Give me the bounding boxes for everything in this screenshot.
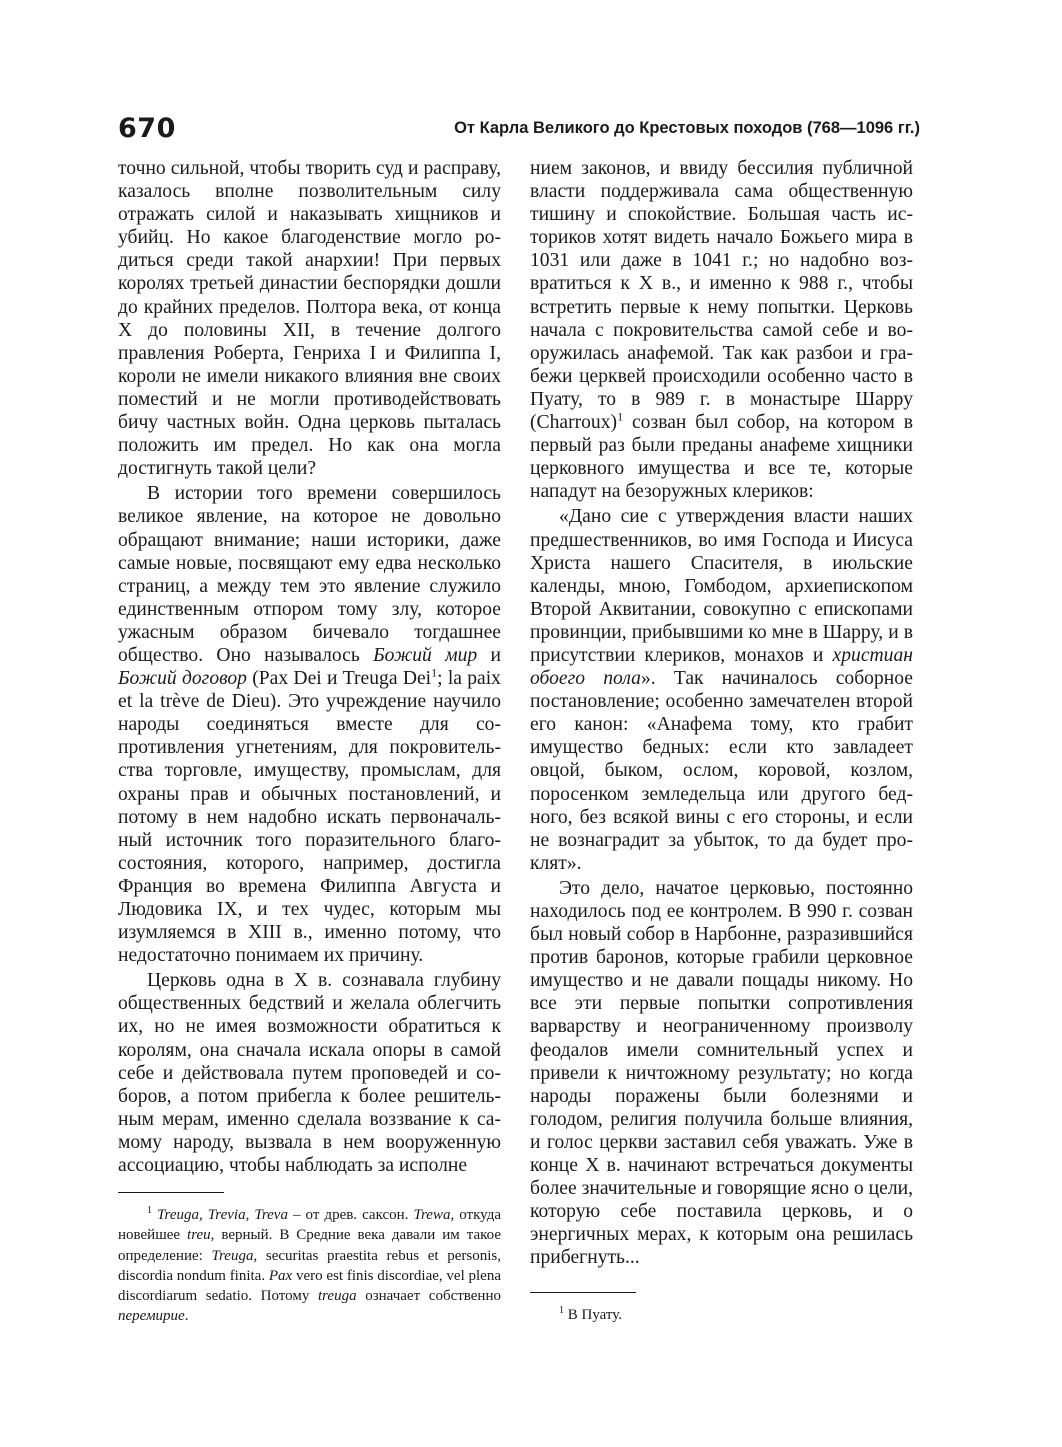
footnote-text [530,1305,913,1325]
emphasis: Treuga [211,1247,254,1264]
emphasis: treu [187,1227,211,1244]
text-run: (Pax Dei и Treuga Dei [246,668,432,690]
text-run: «Дано сие с утверждения власти наших предшественников, во имя Господа и Иисуса Христа нашего Спасителя, в июльские календы, мною, Гомбодом, архиепископом Второй Аквитании, совокупно с епископами провинции, прибывшими ко мне в Шарру, и в присутствии клериков, монахов и [530,506,913,666]
text-run: , откуда новейшее [118,1207,502,1244]
footnote-marker: 1 [617,409,624,424]
footnote-left [118,1205,501,1327]
emphasis: Trewa [413,1207,451,1223]
text-run: означает собственно [356,1288,501,1305]
text-run: и [477,644,501,666]
text-run: В Пуату. [564,1307,623,1323]
emphasis: Божий договор [118,668,247,690]
page-number: 670 [118,113,176,144]
paragraph: Это дело, начатое церковью, постоянно находилось под ее контролем. В 990 г. созван был новый собор в Нарбонне, разразившийся против баронов, которые грабили церковное имущество и не давали пощады никому. Но все эти первые попытки сопротивления варварству и неограниченному произволу феодалов имели сомнительный успех и привели к ничтожному результату; но когда народы поражены были болезнями и голодом, религия получила больше влияния, и голос церкви заставил себя уважать. Уже в конце X в. начинают встречаться документы более значительные и говорящие ясно о цели, которую себе поставила церковь, и о энергичных мерах, к которым она решилась прибегнуть... [530,877,913,1269]
text-run: В истории того времени совершилось великое явление, на которое не довольно обращают внимание; наши историки, даже самые новые, посвящают ему едва несколько страниц, а между тем это явление служило единственным отпором тому злу, которое ужасным образом бичевало тогдашнее общество. Оно называлось [118,483,501,666]
footnote-rule [118,1192,224,1193]
right-column [530,157,913,1270]
paragraph [530,157,913,503]
emphasis: Божий мир [373,644,478,666]
emphasis: treuga [317,1288,357,1305]
footnote-number: 1 [147,1205,152,1216]
paragraph: точно сильной, чтобы творить суд и расправу, казалось вполне позволительным силу отражать силой и наказывать хищников и убийц. Но какое благоденствие могло родиться среди такой анархии! При первых королях третьей династии беспорядки дошли до крайних пределов. Полтора века, от конца X до половины XII, в течение долгого правления Роберта, Генриха I и Филиппа I, короли не имели никакого влияния вне своих поместий и не могли противодействовать бичу частных войн. Одна церковь пыталась положить им предел. Но как она могла достигнуть такой цели? [118,158,501,480]
text-run: ». Так начиналось соборное постановление; особенно замечателен второй его канон: «Анафема тому, кто грабит имущество бедных: если кто завладеет овцой, быком, ослом, коровой, козлом, поросенком земледельца или другого бедного, без всякой вины с его стороны, и если не вознаградит за убыток, то да будет проклят». [530,668,913,874]
text-run: , верный. В Средние века давали им такое определение: [118,1227,501,1264]
text-run: . [184,1308,189,1325]
text-run: – от древ. саксон. [287,1207,414,1223]
text-run: ; la paix et la trève de Dieu). Это учреждение научило народы соединяться вместе для сопротивления угнетениям, для покровительства торговле, имуществу, промыслам, для охраны прав и обычных постановлений, и потому в нем надобно искать первоначальный источник того поразительного благосостояния, которого, например, достигла Франция во времена Филиппа Августа и Людовика IX, и тех чудес, которым мы изумляемся в XIII в., именно потому, что недостаточно понимаем их причину. [118,668,501,967]
paragraph [118,482,501,967]
footnote-number: 1 [559,1305,564,1316]
emphasis: Treuga, Trevia, Treva [157,1207,288,1223]
footnote-right [530,1305,913,1325]
footnote-marker: 1 [431,665,438,680]
text-run: созван был собор, на котором в первый раз были преданы анафеме хищники церковного имущества и все те, которые нападут на безоружных клериков: [530,412,913,503]
paragraph [530,505,913,875]
emphasis: Pax [268,1267,293,1284]
paragraph: Церковь одна в X в. сознавала глубину общественных бедствий и желала облегчить их, но не имея возможности обратиться к королям, она сначала искала опоры в самой себе и действовала путем проповедей и соборов, а потом прибегла к более решительным мерам, именно сделала воззвание к самому народу, вызвала в нем вооруженную ассоциацию, чтобы наблюдать за исполне [118,970,501,1177]
text-run: нием законов, и ввиду бессилия публичной власти поддерживала сама общественную тишину и спокойствие. Большая часть историков хотят видеть начало Божьего мира в 1031 или даже в 1041 г.; но надобно возвратиться к X в., и именно к 988 г., чтобы встретить первые к нему попытки. Церковь начала с покровительства самой себе и вооружилась анафемой. Так как разбои и грабежи церквей происходили особенно часто в Пуату, то в 989 г. в монастыре Шарру (Charroux) [530,158,913,434]
footnote-text [118,1205,501,1327]
text-run: vero est finis discordiae, vel plena discordiarum sedatio. Потому [118,1267,501,1305]
footnote-rule [530,1292,636,1293]
left-column [118,157,501,1177]
emphasis: христиан обоего пола [530,644,913,690]
text-run: , securitas praestita rebus et personis, discordia nondum finita. [118,1247,501,1284]
running-head: От Карла Великого до Крестовых походов (768—1096 гг.) [454,119,920,137]
emphasis: перемирие [118,1308,185,1325]
